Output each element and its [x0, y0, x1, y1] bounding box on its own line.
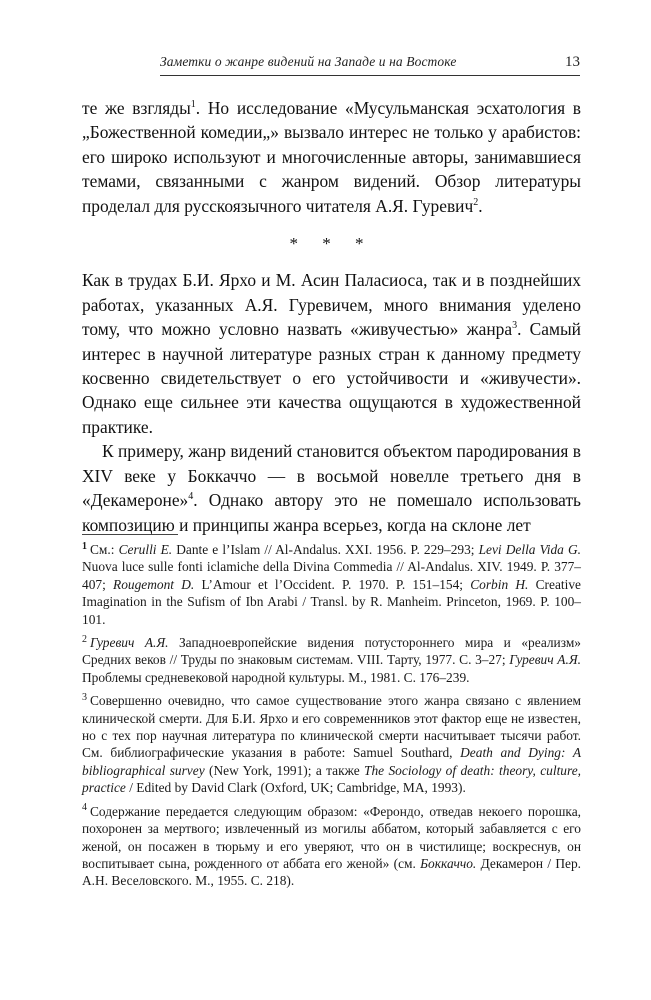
paragraph-2: Как в трудах Б.И. Ярхо и М. Асин Паласиоса, так и в позднейших работах, указанных А.Я. Гуревичем, много внимания уделено тому, что можно условно назвать «живучестью» жанра$^3$. Самый интерес в научной литературе разных стран к данному предмету косвенно свидетельствует о его устойчивости и «живучести». Однако еще сильнее эти качества ощущаются в художественной практике. — [82, 270, 581, 437]
paragraph-3: К примеру, жанр видений становится объектом пародирования в XIV веке у Боккаччо — в восьмой новелле третьего дня в «Декамероне»$^4$. Однако автору это не помешало использовать композицию и принципы жанра всерьез, когда на склоне лет — [82, 441, 581, 535]
footnote-ref-3[interactable]: 3 — [512, 320, 518, 332]
main-text — [82, 96, 581, 537]
paragraph-1: те же взгляды$^1$. Но исследование «Мусульманская эсхатология в „Божественной комедии„» вызвало интерес не только у арабистов: его широко используют и многочисленные авторы, занимавшиеся темами, связанными с жанром видений. Обзор литературы проделал для русскоязычного читателя А.Я. Гуревич$^2$. — [82, 98, 581, 216]
footnote-divider — [82, 534, 178, 535]
footnote-ref-4[interactable]: 4 — [188, 491, 194, 503]
footnote-number: 3 — [82, 691, 87, 703]
footnotes — [82, 534, 581, 896]
running-header — [160, 54, 580, 76]
footnote-number: 2 — [82, 633, 87, 645]
footnote-ref-2[interactable]: 2 — [473, 196, 479, 208]
footnote-4: $^4$ Содержание передается следующим образом: «Ферондо, отведав некоего порошка, похоронен за мертвого; извлеченный из могилы аббатом, который забавляется с его женой, он посажен в тюрьму и его уверяют, что он в чистилище; воскреснув, он воспитывает сына, рожденного от аббата его женой» (см. Боккаччо. Декамерон / Пер. А.Н. Веселовского. М., 1955. С. 218). — [82, 802, 581, 889]
footnote-number: 1 — [82, 540, 87, 552]
page-number: 13 — [565, 54, 580, 70]
footnote-number: 4 — [82, 802, 87, 814]
running-head-title: Заметки о жанре видений на Западе и на Востоке — [160, 54, 457, 69]
footnote-2: $^2$ Гуревич А.Я. Западноевропейские видения потустороннего мира и «реализм» Средних веков // Труды по знаковым системам. VIII. Тарту, 1977. С. 3–27; Гуревич А.Я. Проблемы средневековой народной культуры. М., 1981. С. 176–239. — [82, 633, 581, 685]
footnote-1: $^1$ См.: Cerulli E. Dante e l’Islam // Al-Andalus. XXI. 1956. P. 229–293; Levi Della Vida G. Nuova luce sulle fonti iclamiche della Divina Commedia // Al-Andalus. XIV. 1949. P. 377–407; Rougemont D. L’Amour et l’Occident. P. 1970. P. 151–154; Corbin H. Creative Imagination in the Sufism of Ibn Arabi / Transl. by R. Manheim. Princeton, 1969. P. 100–101. — [82, 540, 581, 627]
footnote-3: $^3$ Совершенно очевидно, что самое существование этого жанра связано с явлением клинической смерти. Для Б.И. Ярхо и его современников этот фактор еще не известен, но с тех пор научная литература по клинической смерти насчитывает тысячи работ. См. библиографические указания в работе: Samuel Southard, Death and Dying: A bibliographical survey (New York, 1991); а также The Sociology of death: theory, culture, practice / Edited by David Clark (Oxford, UK; Cambridge, MA, 1993). — [82, 691, 581, 796]
section-break-asterisks: * * * — [289, 234, 374, 254]
footnote-ref-1[interactable]: 1 — [190, 99, 196, 111]
